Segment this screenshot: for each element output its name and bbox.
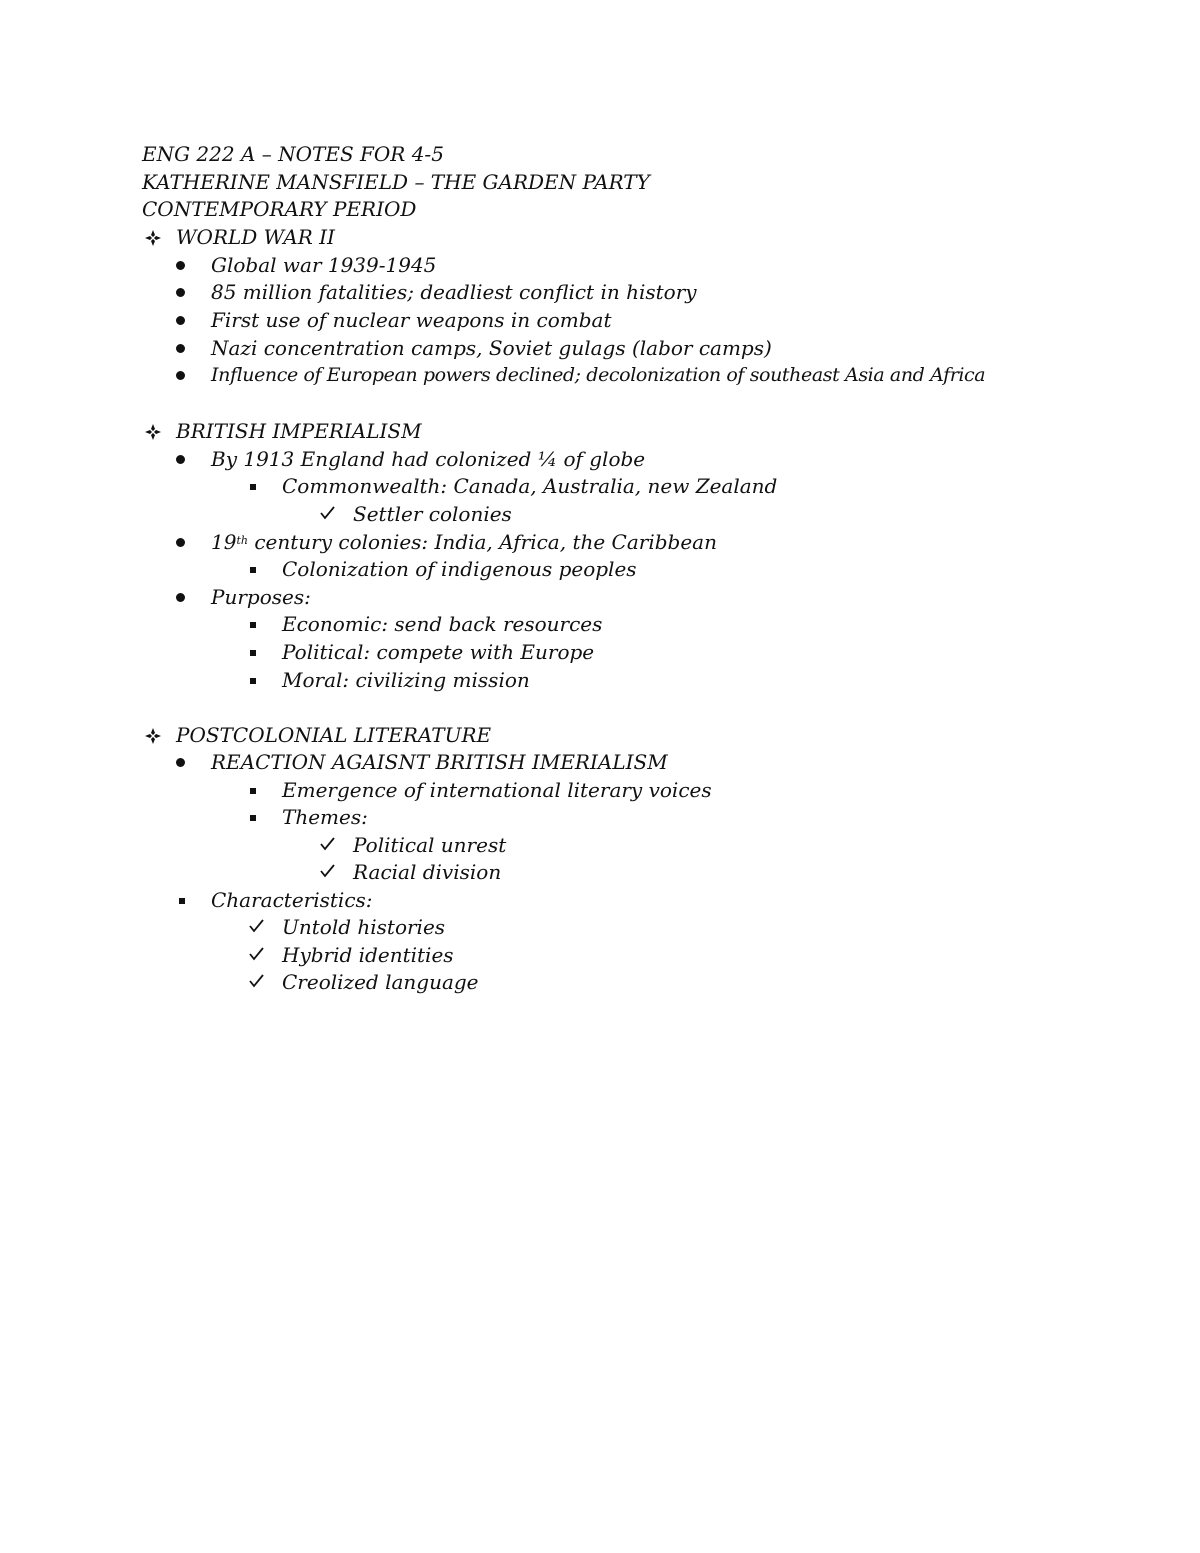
square-bullet-icon: [250, 788, 256, 794]
round-bullet-icon: [176, 758, 185, 767]
diamond-bullet-icon: [144, 423, 162, 441]
square-bullet-icon: [250, 678, 256, 684]
diamond-bullet-icon: [144, 229, 162, 247]
checkmark-icon: [248, 946, 264, 962]
check-list-item-text: Racial division: [353, 860, 502, 884]
diamond-bullet-icon: [144, 727, 162, 745]
course-title-text: ENG 222 A – NOTES FOR 4-5: [142, 142, 444, 166]
list-item-text: 85 million fatalities; deadliest conflict in history: [211, 280, 697, 304]
sub-list-item-text: Emergence of international literary voices: [282, 778, 712, 802]
sub-list-item-text: Moral: civilizing mission: [282, 668, 530, 692]
checkmark-icon: [248, 973, 264, 989]
sub-list-item-text: Characteristics:: [211, 888, 373, 912]
story-title-text: KATHERINE MANSFIELD – THE GARDEN PARTY: [142, 170, 650, 194]
century-rest: century colonies: India, Africa, the Caribbean: [247, 530, 717, 554]
square-bullet-icon: [179, 898, 185, 904]
list-item-text: [211, 529, 717, 556]
round-bullet-icon: [176, 261, 185, 270]
round-bullet-icon: [176, 316, 185, 325]
round-bullet-icon: [176, 538, 185, 547]
list-item-text: Influence of European powers declined; decolonization of southeast Asia and Africa: [211, 364, 986, 386]
round-bullet-icon: [176, 371, 185, 380]
checkmark-icon: [248, 918, 264, 934]
list-item-text: Global war 1939-1945: [211, 253, 437, 277]
section-heading-ww2-text: WORLD WAR II: [176, 225, 335, 249]
section-heading-imperialism-text: BRITISH IMPERIALISM: [176, 419, 422, 443]
check-list-item-text: Creolized language: [282, 970, 479, 994]
square-bullet-icon: [250, 484, 256, 490]
sub-list-item-text: Political: compete with Europe: [282, 640, 595, 664]
round-bullet-icon: [176, 288, 185, 297]
checkmark-icon: [319, 836, 335, 852]
list-item-text: By 1913 England had colonized ¼ of globe: [211, 447, 646, 471]
list-item-text: REACTION AGAISNT BRITISH IMERIALISM: [211, 750, 668, 774]
square-bullet-icon: [250, 815, 256, 821]
section-heading-postcolonial-text: POSTCOLONIAL LITERATURE: [176, 723, 492, 747]
list-item-text: First use of nuclear weapons in combat: [211, 308, 612, 332]
sub-list-item-text: Themes:: [282, 805, 368, 829]
list-item-text: Purposes:: [211, 585, 311, 609]
round-bullet-icon: [176, 455, 185, 464]
sub-list-item-text: Colonization of indigenous peoples: [282, 557, 637, 581]
sub-list-item-text: Economic: send back resources: [282, 612, 603, 636]
round-bullet-icon: [176, 593, 185, 602]
sub-list-item-text: Commonwealth: Canada, Australia, new Zealand: [282, 474, 778, 498]
square-bullet-icon: [250, 567, 256, 573]
century-suffix: th: [236, 534, 248, 547]
checkmark-icon: [319, 505, 335, 521]
check-list-item-text: Political unrest: [353, 833, 507, 857]
square-bullet-icon: [250, 650, 256, 656]
list-item-text: Nazi concentration camps, Soviet gulags (labor camps): [211, 336, 772, 360]
century-number: 19: [211, 530, 237, 554]
square-bullet-icon: [250, 622, 256, 628]
round-bullet-icon: [176, 344, 185, 353]
checkmark-icon: [319, 863, 335, 879]
check-list-item-text: Hybrid identities: [282, 943, 454, 967]
check-list-item-text: Settler colonies: [353, 502, 512, 526]
check-list-item-text: Untold histories: [282, 915, 446, 939]
period-title-text: CONTEMPORARY PERIOD: [142, 197, 417, 221]
